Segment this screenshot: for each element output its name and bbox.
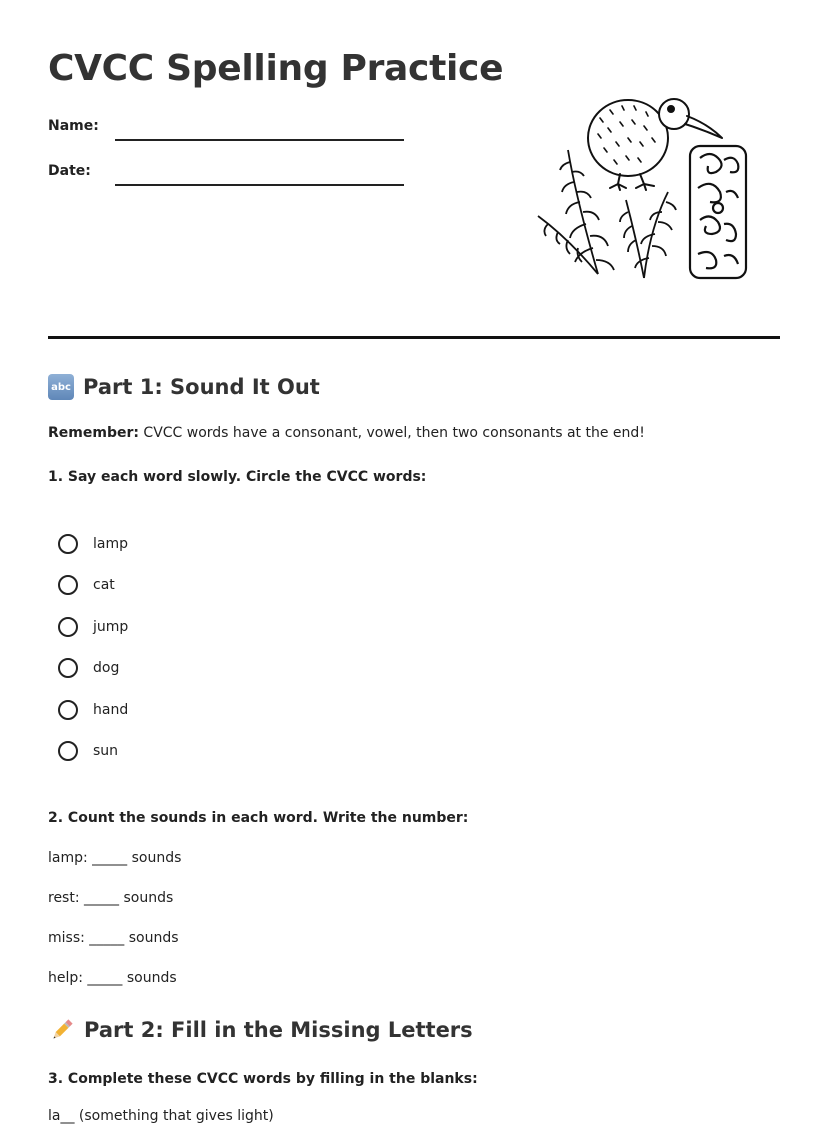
word-choice[interactable]	[58, 739, 118, 763]
question-1: 1. Say each word slowly. Circle the CVCC words:	[48, 469, 427, 485]
remember-text: CVCC words have a consonant, vowel, then two consonants at the end!	[138, 425, 645, 441]
word-label[interactable]: dog	[93, 660, 120, 676]
word-choice[interactable]	[58, 615, 128, 639]
word-label[interactable]: lamp	[93, 536, 128, 552]
word-choice[interactable]	[58, 573, 115, 597]
part1-heading-text: Part 1: Sound It Out	[83, 375, 320, 399]
name-field[interactable]	[48, 118, 408, 148]
sound-count-line: miss: _____ sounds	[48, 930, 179, 946]
pencil-icon	[48, 1016, 76, 1044]
page-title: CVCC Spelling Practice	[48, 48, 504, 89]
question-3: 3. Complete these CVCC words by filling in the blanks:	[48, 1071, 478, 1087]
word-label[interactable]: jump	[93, 619, 129, 635]
radio-button[interactable]	[58, 575, 78, 595]
part1-heading	[48, 374, 320, 400]
sound-count-line: help: _____ sounds	[48, 970, 177, 986]
word-label[interactable]: hand	[93, 702, 129, 718]
radio-button[interactable]	[58, 534, 78, 554]
word-choice[interactable]	[58, 656, 119, 680]
section-divider	[48, 336, 780, 339]
radio-button[interactable]	[58, 658, 78, 678]
sound-count-line: lamp: _____ sounds	[48, 850, 182, 866]
word-choice[interactable]	[58, 532, 128, 556]
word-label[interactable]: cat	[93, 577, 115, 593]
abc-icon: abc	[48, 374, 74, 400]
part2-heading	[48, 1016, 473, 1044]
part2-heading-text: Part 2: Fill in the Missing Letters	[84, 1018, 473, 1042]
radio-button[interactable]	[58, 617, 78, 637]
word-choice[interactable]	[58, 698, 128, 722]
name-line[interactable]	[115, 139, 404, 141]
word-label[interactable]: sun	[93, 743, 119, 759]
question-2: 2. Count the sounds in each word. Write the number:	[48, 810, 469, 826]
date-line[interactable]	[115, 184, 404, 186]
date-label: Date:	[48, 163, 91, 179]
kiwi-fern-illustration	[528, 88, 758, 288]
date-field[interactable]	[48, 163, 408, 193]
remember-note	[48, 425, 645, 441]
radio-button[interactable]	[58, 700, 78, 720]
remember-label: Remember:	[48, 425, 139, 441]
sound-count-line: rest: _____ sounds	[48, 890, 174, 906]
name-label: Name:	[48, 118, 99, 134]
fill-blank-line: la__ (something that gives light)	[48, 1108, 274, 1124]
radio-button[interactable]	[58, 741, 78, 761]
